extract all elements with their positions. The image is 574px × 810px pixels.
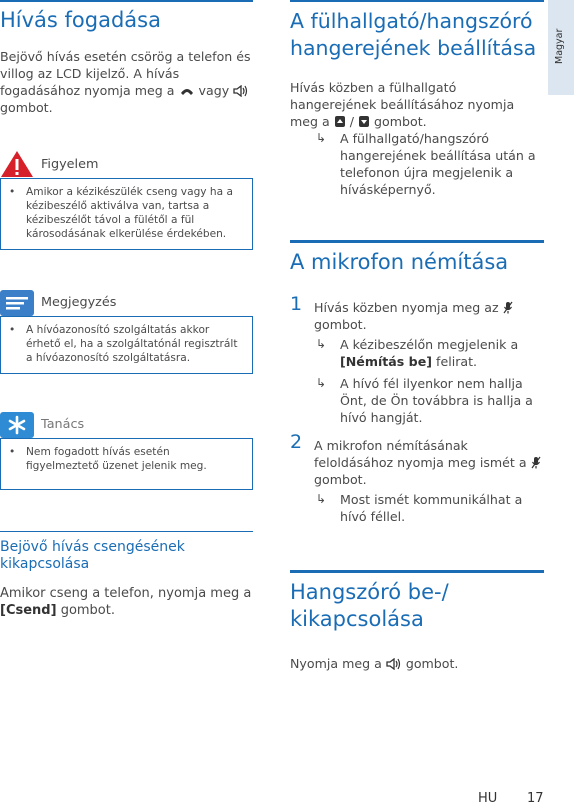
footer-lang: HU	[478, 791, 498, 806]
note-header	[0, 288, 253, 318]
mute-step-1-result-2: ↳ A hívó fél ilyenkor nem hallja Önt, de Ön továbbra is hallja a hívó hangját.	[316, 376, 533, 425]
warning-item: • Amikor a kézikészülék cseng vagy ha a kézibeszélő aktiválva van, tartsa a kézibeszélőt távol a fülétől a fül károsodásának elkerülése érdekében.	[26, 185, 244, 241]
volume-down-icon	[358, 115, 370, 128]
talk-icon	[179, 85, 195, 97]
section-title-mute: A mikrofon némítása	[290, 250, 509, 274]
note-label: Megjegyzés	[41, 295, 117, 310]
silence-key-label: [Csend]	[0, 603, 57, 618]
note-box	[0, 316, 253, 374]
note-icon	[0, 290, 34, 316]
mute-step-1: 1 Hívás közben nyomja meg az gombot.	[290, 299, 544, 333]
note-item: • A hívóazonosító szolgáltatás akkor érhető el, ha a szolgáltatónál regisztrált a hívóazonosító szolgáltatásra.	[26, 323, 244, 365]
result-arrow-icon: ↳	[316, 337, 327, 351]
speaker-icon	[386, 658, 402, 670]
volume-up-icon	[334, 115, 346, 128]
warning-label: Figyelem	[41, 157, 99, 172]
right-top-rule	[290, 0, 544, 2]
left-column	[0, 0, 253, 618]
sub-section-title: Bejövő hívás csengésének kikapcsolása	[0, 539, 185, 572]
warning-header	[0, 150, 253, 180]
tip-label: Tanács	[41, 417, 85, 432]
section-title-speaker: Hangszóró be-/ kikapcsolása	[290, 580, 449, 631]
result-arrow-icon: ↳	[316, 376, 327, 390]
mute-mic-icon	[531, 456, 541, 469]
warning-icon	[0, 150, 34, 178]
tip-item: • Nem fogadott hívás esetén figyelmeztető üzenet jelenik meg.	[26, 445, 244, 473]
tip-header	[0, 410, 253, 440]
tip-icon	[0, 412, 34, 438]
section-title-answer-call: Hívás fogadása	[0, 8, 161, 32]
page-number: 17	[527, 791, 544, 806]
mute-step-2: 2 A mikrofon némításának feloldásához nyomja meg ismét a gombot.	[290, 437, 544, 488]
left-top-rule	[0, 0, 253, 2]
speaker-icon	[233, 85, 249, 97]
mute-on-label: [Némítás be]	[340, 354, 432, 369]
language-tab	[548, 0, 574, 95]
volume-result: ↳ A fülhallgató/hangszóró hangerejének beállítása után a telefonon újra megjelenik a hívásképernyő.	[316, 131, 536, 197]
mute-step-2-result: ↳ Most ismét kommunikálhat a hívó féllel.	[316, 492, 523, 524]
mute-mic-icon	[503, 301, 513, 314]
sub-section-text: Amikor cseng a telefon, nyomja meg a [Csend] gombot.	[0, 586, 252, 618]
mute-section-rule	[290, 240, 544, 243]
mute-step-1-result-1: ↳ A kézibeszélőn megjelenik a [Némítás be] felirat.	[316, 337, 519, 369]
sub-section-rule	[0, 531, 253, 532]
result-arrow-icon: ↳	[316, 492, 327, 506]
answer-call-text: Bejövő hívás esetén csörög a telefon és villog az LCD kijelző. A hívás fogadásához nyomja meg a vagy gombot.	[0, 49, 251, 115]
volume-text: Hívás közben a fülhallgató hangerejének beállításához nyomja meg a / gombot.	[290, 80, 515, 129]
warning-box	[0, 178, 253, 250]
speaker-text: Nyomja meg a gombot.	[290, 656, 459, 671]
section-title-volume: A fülhallgató/hangszóró hangerejének beállítása	[290, 9, 537, 60]
right-column	[290, 0, 544, 671]
speaker-section-rule	[290, 570, 544, 573]
tip-box	[0, 438, 253, 490]
result-arrow-icon: ↳	[316, 131, 327, 145]
language-tab-label: Magyar	[554, 28, 565, 64]
